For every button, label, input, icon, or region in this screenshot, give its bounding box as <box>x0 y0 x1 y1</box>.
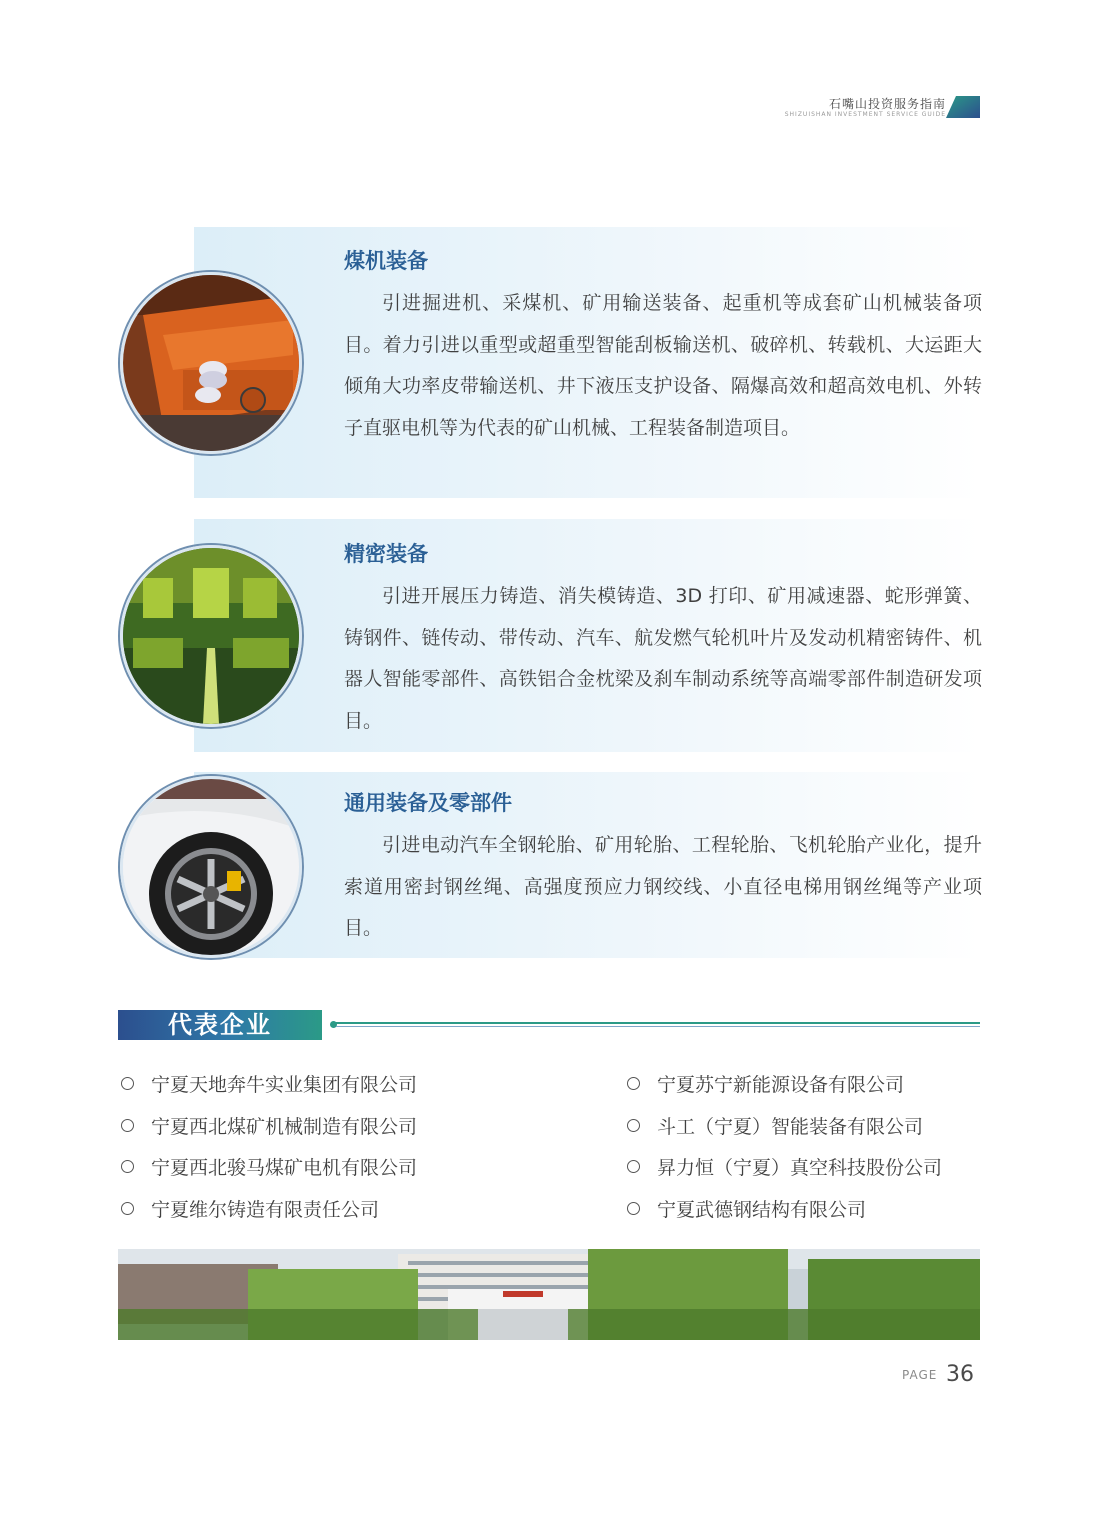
company-item: 宁夏维尔铸造有限责任公司 <box>121 1195 379 1222</box>
factory-campus-photo <box>118 1249 980 1340</box>
circle-bullet-icon <box>121 1202 134 1215</box>
coal-machinery-photo <box>120 272 302 454</box>
circle-bullet-icon <box>121 1077 134 1090</box>
circle-bullet-icon <box>627 1077 640 1090</box>
company-item: 宁夏西北煤矿机械制造有限公司 <box>121 1112 417 1139</box>
company-item: 宁夏苏宁新能源设备有限公司 <box>627 1070 904 1097</box>
section-title-coal: 煤机装备 <box>344 249 428 273</box>
precision-factory-photo <box>120 545 302 727</box>
header-logo-mark <box>946 96 980 118</box>
heading-rule <box>336 1022 980 1024</box>
section-body-precision: 引进开展压力铸造、消失模铸造、3D 打印、矿用减速器、蛇形弹簧、铸钢件、链传动、带传动、汽车、航发燃气轮机叶片及发动机精密铸件、机器人智能零部件、高铁铝合金枕梁及刹车制动系统等高端零部件制造研发项目。 <box>344 585 982 732</box>
circle-bullet-icon <box>627 1119 640 1132</box>
representative-heading <box>118 1010 322 1040</box>
page-number: 36 <box>946 1362 974 1387</box>
header-title: 石嘴山投资服务指南 <box>828 97 946 111</box>
representative-title: 代表企业 <box>168 1011 272 1039</box>
circle-bullet-icon <box>121 1160 134 1173</box>
car-wheel-photo <box>120 776 302 958</box>
section-body-coal: 引进掘进机、采煤机、矿用输送装备、起重机等成套矿山机械装备项目。着力引进以重型或超重型智能刮板输送机、破碎机、转载机、大运距大倾角大功率皮带输送机、井下液压支护设备、隔爆高效和超高效电机、外转子直驱电机等为代表的矿山机械、工程装备制造项目。 <box>344 292 982 439</box>
circle-bullet-icon <box>121 1119 134 1132</box>
page-label: PAGE <box>902 1368 938 1382</box>
heading-rule-thin <box>336 1026 980 1027</box>
header-subtitle: SHIZUISHAN INVESTMENT SERVICE GUIDE <box>784 111 946 118</box>
company-item: 宁夏天地奔牛实业集团有限公司 <box>121 1070 417 1097</box>
circle-bullet-icon <box>627 1160 640 1173</box>
company-item: 宁夏西北骏马煤矿电机有限公司 <box>121 1153 417 1180</box>
section-body-general: 引进电动汽车全钢轮胎、矿用轮胎、工程轮胎、飞机轮胎产业化，提升索道用密封钢丝绳、高强度预应力钢绞线、小直径电梯用钢丝绳等产业项目。 <box>344 834 982 939</box>
circle-bullet-icon <box>627 1202 640 1215</box>
company-item: 宁夏武德钢结构有限公司 <box>627 1195 866 1222</box>
section-title-general: 通用装备及零部件 <box>344 791 512 815</box>
company-item: 斗工（宁夏）智能装备有限公司 <box>627 1112 923 1139</box>
section-title-precision: 精密装备 <box>344 542 428 566</box>
company-item: 昇力恒（宁夏）真空科技股份公司 <box>627 1153 942 1180</box>
